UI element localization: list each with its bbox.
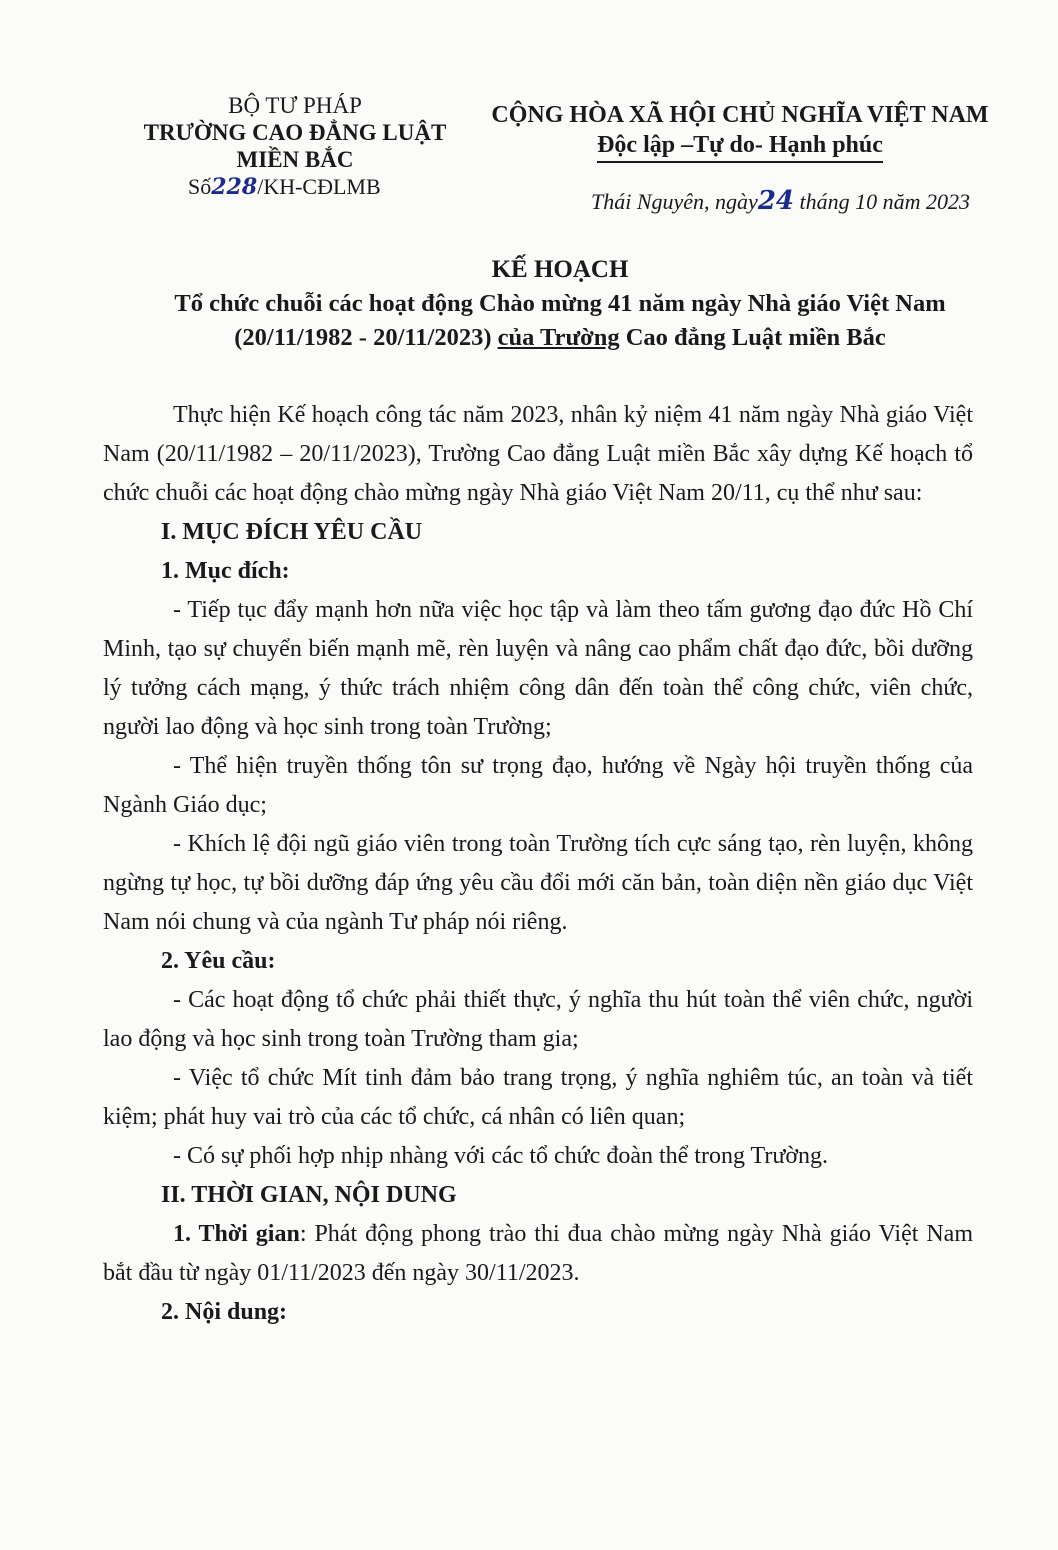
time-text: : Phát động phong trào thi đua chào mừng ngày Nhà giáo Việt Nam bắt đầu từ ngày 01/11/2023 đến ngày 30/11/2023.: [103, 1221, 973, 1286]
requirement-item-3: - Có sự phối hợp nhịp nhàng với các tổ chức đoàn thể trong Trường.: [173, 1143, 829, 1169]
issuing-agency-block: [110, 92, 480, 201]
requirement-item-2: - Việc tổ chức Mít tinh đảm bảo trang trọng, ý nghĩa nghiêm túc, an toàn và tiết kiệm; phát huy vai trò của các tổ chức, cá nhân có liên quan;: [103, 1065, 973, 1130]
date-day-handwritten: 24: [757, 186, 794, 216]
doc-number-handwritten: 228: [211, 174, 258, 200]
ministry-name: BỘ TƯ PHÁP: [228, 93, 362, 118]
intro-paragraph: Thực hiện Kế hoạch công tác năm 2023, nhân kỷ niệm 41 năm ngày Nhà giáo Việt Nam (20/11/1982 – 20/11/2023), Trường Cao đẳng Luật miền Bắc xây dựng Kế hoạch tổ chức chuỗi các hoạt động chào mừng ngày Nhà giáo Việt Nam 20/11, cụ thể như sau:: [103, 402, 973, 506]
purpose-item-1: - Tiếp tục đẩy mạnh hơn nữa việc học tập và làm theo tấm gương đạo đức Hồ Chí Minh, tạo sự chuyển biến mạnh mẽ, rèn luyện và nâng cao phẩm chất đạo đức, bồi dưỡng lý tưởng cách mạng, ý thức trách nhiệm công dân đến toàn thể công chức, viên chức, người lao động và học sinh trong toàn Trường;: [103, 597, 973, 740]
document-body: [103, 396, 973, 1332]
subheading-purpose: 1. Mục đích:: [161, 558, 290, 584]
subheading-requirements: 2. Yêu cầu:: [161, 948, 276, 974]
date-suffix: tháng 10 năm 2023: [799, 189, 970, 214]
time-paragraph: [103, 1215, 973, 1293]
title-line2-part2: Cao đẳng Luật miền Bắc: [619, 324, 886, 351]
purpose-item-3: - Khích lệ đội ngũ giáo viên trong toàn Trường tích cực sáng tạo, rèn luyện, không ngừng tự học, tự bồi dưỡng đáp ứng yêu cầu đổi mới căn bản, toàn diện nền giáo dục Việt Nam nói chung và của ngành Tư pháp nói riêng.: [103, 831, 973, 935]
country-name: CỘNG HÒA XÃ HỘI CHỦ NGHĨA VIỆT NAM: [491, 102, 989, 128]
title-line2: [80, 321, 1040, 355]
date-prefix: Thái Nguyên, ngày: [590, 189, 758, 214]
national-header-block: [470, 100, 1010, 163]
time-label: 1. Thời gian: [173, 1221, 300, 1247]
title-line1: Tổ chức chuỗi các hoạt động Chào mừng 41 năm ngày Nhà giáo Việt Nam: [174, 290, 946, 317]
doc-number-prefix: Số: [188, 174, 212, 199]
subheading-content: 2. Nội dung:: [161, 1299, 288, 1325]
place-date-line: [470, 186, 1010, 216]
school-name-line1: TRƯỜNG CAO ĐẲNG LUẬT: [143, 120, 447, 145]
document-title-block: [80, 253, 1040, 355]
school-name-line2: MIỀN BẮC: [236, 147, 354, 172]
section-heading-2: II. THỜI GIAN, NỘI DUNG: [161, 1182, 457, 1208]
document-type: KẾ HOẠCH: [491, 256, 629, 283]
title-line2-part1: (20/11/1982 - 20/11/2023): [234, 324, 498, 351]
purpose-item-2: - Thể hiện truyền thống tôn sư trọng đạo, hướng về Ngày hội truyền thống của Ngành Giáo dục;: [103, 753, 973, 818]
title-line2-underlined: của Trường: [497, 324, 620, 351]
requirement-item-1: - Các hoạt động tổ chức phải thiết thực, ý nghĩa thu hút toàn thể viên chức, người lao động và học sinh trong toàn Trường tham gia;: [103, 987, 973, 1052]
document-number: Số228/KH-CĐLMB: [188, 174, 381, 200]
national-motto: Độc lập –Tự do- Hạnh phúc: [597, 130, 883, 163]
section-heading-1: I. MỤC ĐÍCH YÊU CẦU: [161, 519, 423, 545]
doc-number-suffix: KH-CĐLMB: [263, 174, 381, 199]
